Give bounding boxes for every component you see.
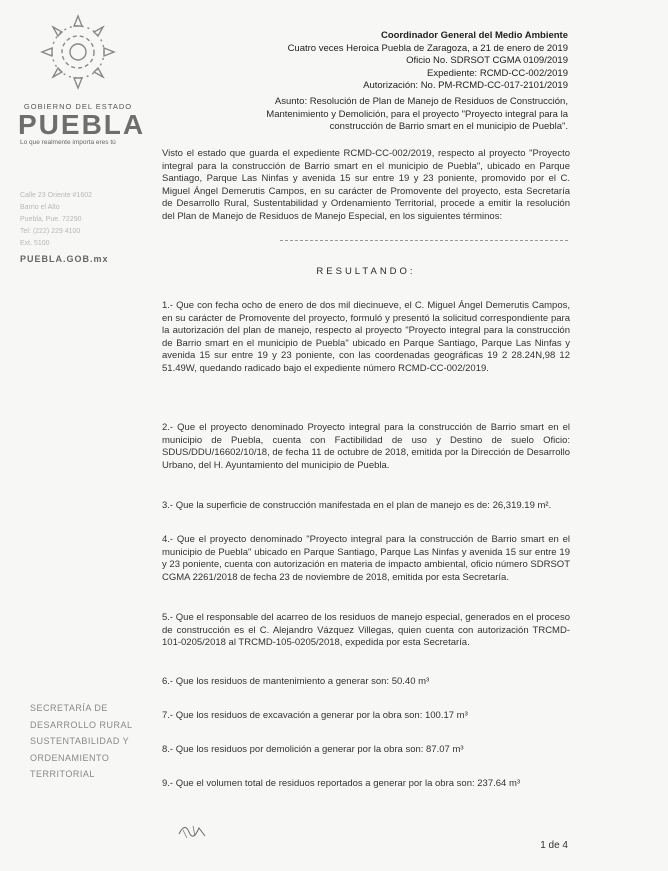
document-header	[288, 30, 568, 93]
department-line: ORDENAMIENTO	[30, 752, 110, 763]
resultando-item-9: 9.- Que el volumen total de residuos reportados a generar por la obra son: 237.64 m³	[162, 778, 521, 789]
address-block	[20, 190, 92, 250]
address-line: Puebla, Pue. 72290	[20, 216, 82, 223]
address-line: Ext. 5100	[20, 240, 50, 247]
puebla-emblem-icon	[38, 12, 118, 100]
logo-tagline: Lo que realmente importa eres tú	[20, 139, 116, 146]
department-line: DESARROLLO RURAL	[30, 719, 133, 730]
department-line: SECRETARÍA DE	[30, 703, 108, 713]
address-line: Tel: (222) 229 4100	[20, 228, 81, 235]
address-line: Barrio el Alto	[20, 204, 60, 211]
resultando-item-3: 3.- Que la superficie de construcción manifestada en el plan de manejo es de: 26,319.19 m².	[162, 500, 552, 511]
department-line: TERRITORIAL	[30, 769, 95, 779]
header-title: Coordinador General del Medio Ambiente	[380, 30, 568, 41]
department-line: SUSTENTABILIDAD Y	[30, 736, 130, 746]
website-label: PUEBLA.GOB.mx	[20, 254, 109, 264]
header-expediente: Expediente: RCMD-CC-002/2019	[427, 67, 568, 79]
initials-stamp-icon	[175, 820, 215, 840]
resultando-item-6: 6.- Que los residuos de mantenimiento a generar son: 50.40 m³	[162, 676, 430, 687]
page-number: 1 de 4	[540, 840, 568, 851]
department-label	[30, 700, 133, 783]
divider	[280, 240, 568, 241]
header-place-date: Cuatro veces Heroica Puebla de Zaragoza, a 21 de enero de 2019	[287, 42, 568, 54]
header-oficio: Oficio No. SDRSOT CGMA 0109/2019	[406, 55, 568, 66]
resultando-item-1: 1.- Que con fecha ocho de enero de dos mil diecinueve, el C. Miguel Ángel Demerutis Campos, en su carácter de Promovente del proyecto, formuló y presentó la solicitud correspondiente para la autorización del plan de manejo, respecto al proyecto "Proyecto integral para la construcción de Barrio smart en el municipio de Puebla" ubicado en Parque Santiago, Parque Las Ninfas y avenida 15 sur entre 19 y 23 poniente, con las coordenadas geográficas 19 2 28.24N,98 12 51.49W, quedando radicado bajo el expediente número RCMD-CC-002/2019.	[162, 300, 570, 374]
resultando-item-2: 2.- Que el proyecto denominado Proyecto integral para la construcción de Barrio smart en el municipio de Puebla, cuenta con Factibilidad de uso y Destino de suelo Oficio: SDUS/DDU/16602/10/18, de fecha 11 de octubre de 2018, emitida por la Dirección de Desarrollo Urbano, del H. Ayuntamiento del municipio de Puebla.	[162, 422, 570, 471]
logo-name: PUEBLA	[18, 109, 146, 140]
resultando-item-8: 8.- Que los residuos por demolición a generar por la obra son: 87.07 m³	[162, 744, 464, 755]
header-autorizacion: Autorización: No. PM-RCMD-CC-017-2101/2019	[363, 80, 568, 91]
header-asunto: Asunto: Resolución de Plan de Manejo de Residuos de Construcción, Mantenimiento y Demolición, para el proyecto "Proyecto integral para la construcción de Barrio smart en el municipio de Puebla".	[266, 96, 568, 132]
resultando-item-7: 7.- Que los residuos de excavación a generar por la obra son: 100.17 m³	[162, 710, 468, 721]
resultando-item-4: 4.- Que el proyecto denominado "Proyecto integral para la construcción de Barrio smart en el municipio de Puebla" ubicado en Parque Santiago, Parque Las Ninfas y avenida 15 sur entre 19 y 23 poniente, cuenta con autorización en materia de impacto ambiental, oficio número SDRSOT CGMA 2261/2018 de fecha 23 de noviembre de 2018, emitida por esta Secretaría.	[162, 534, 570, 583]
resultando-item-5: 5.- Que el responsable del acarreo de los residuos de manejo especial, generados en el proceso de construcción es el C. Alejandro Vázquez Villegas, quien cuenta con autorización TRCMD-101-0205/2018 al TRCMD-105-0205/2018, expedida por esta Secretaría.	[162, 612, 570, 648]
resultando-heading: RESULTANDO:	[316, 266, 416, 277]
logo-government-label: GOBIERNO DEL ESTADO	[23, 102, 133, 111]
address-line: Calle 23 Oriente #1602	[20, 192, 92, 199]
intro-paragraph: Visto el estado que guarda el expediente RCMD-CC-002/2019, respecto al proyecto "Proyecto integral para la construcción de Barrio smart en el municipio de Puebla", ubicado en Parque Santiago, Parque Las Ninfas y avenida 15 sur entre 19 y 23 poniente, promovido por el C. Miguel Ángel Demerutis Campos, en su carácter de Promovente del proyecto, esta Secretaría de Desarrollo Rural, Sustentabilidad y Ordenamiento Territorial, procede a emitir la resolución del Plan de Manejo de Residuos de Manejo Especial, en los siguientes términos:	[162, 148, 570, 222]
puebla-logo	[18, 12, 146, 146]
